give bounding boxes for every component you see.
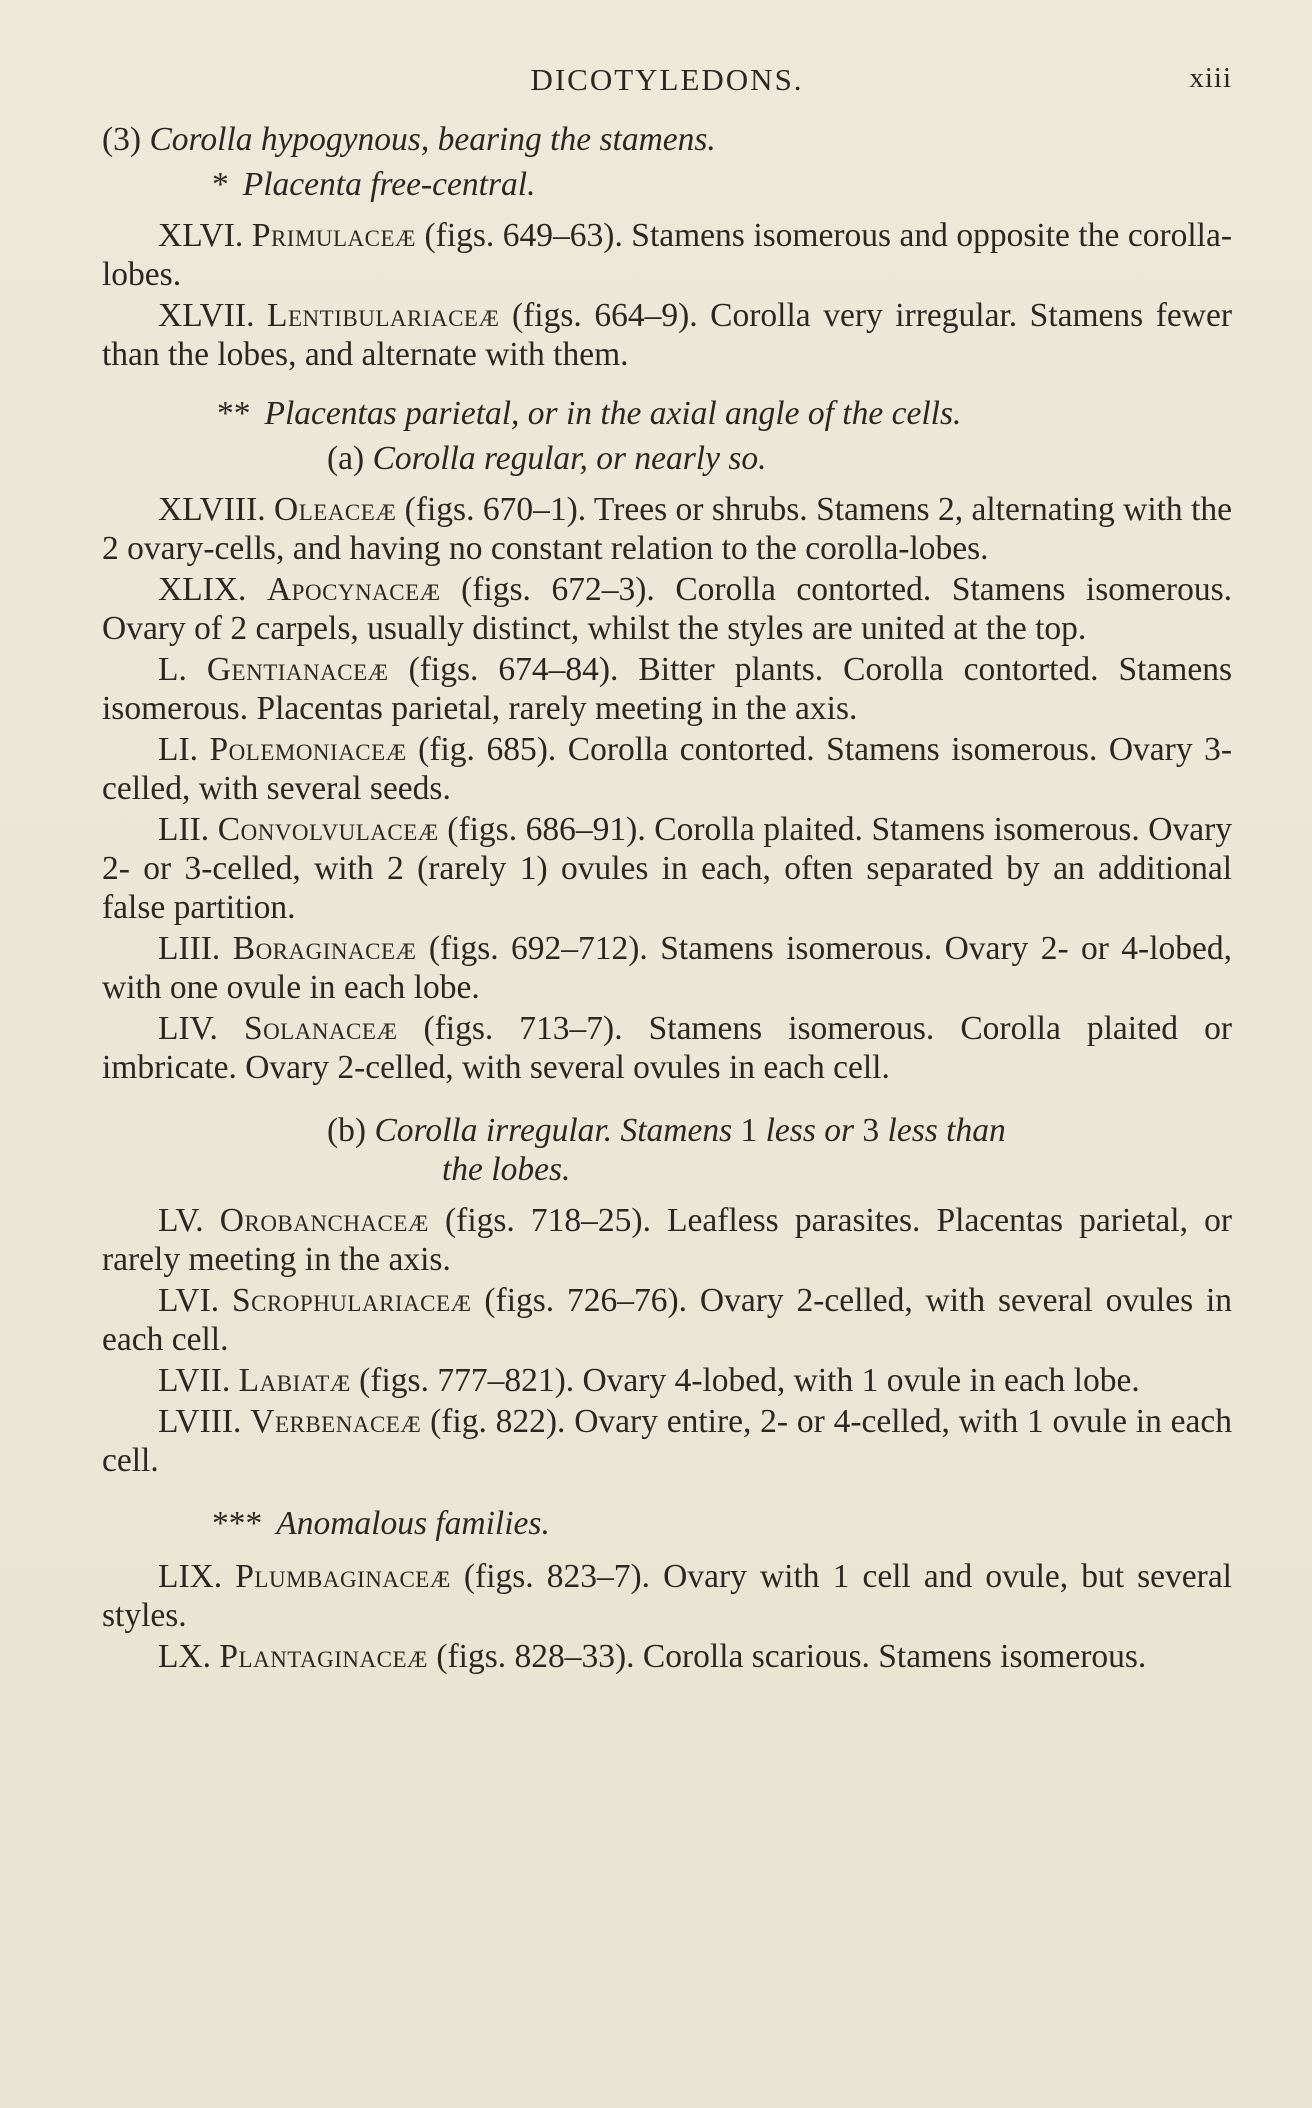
entries-anomalous bbox=[102, 1557, 1232, 1676]
entries-free-central bbox=[102, 216, 1232, 374]
family-entry: LIX. Plumbaginaceæ (figs. 823–7). Ovary with 1 cell and ovule, but several styles. bbox=[102, 1558, 1232, 1634]
subheading-anomalous: *** Anomalous families. bbox=[212, 1505, 550, 1542]
family-entry: LVIII. Verbenaceæ (fig. 822). Ovary entire, 2- or 4-celled, with 1 ovule in each cell. bbox=[102, 1403, 1233, 1479]
family-entry: XLVII. Lentibulariaceæ (figs. 664–9). Corolla very irregular. Stamens fewer than the lobes, and alternate with them. bbox=[102, 297, 1232, 373]
family-entry: LVI. Scrophulariaceæ (figs. 726–76). Ovary 2-celled, with several ovules in each cell. bbox=[102, 1282, 1233, 1358]
family-entry: XLVI. Primulaceæ (figs. 649–63). Stamens isomerous and opposite the corolla-lobes. bbox=[102, 217, 1232, 293]
family-entry: LX. Plantaginaceæ (figs. 828–33). Corolla scarious. Stamens isomerous. bbox=[158, 1638, 1147, 1675]
running-title: DICOTYLEDONS. bbox=[530, 62, 804, 97]
family-entry: LIII. Boraginaceæ (figs. 692–712). Stamens isomerous. Ovary 2- or 4-lobed, with one ovule in each lobe. bbox=[102, 930, 1233, 1006]
entries-irregular bbox=[102, 1201, 1232, 1480]
subheading-free-central: * Placenta free-central. bbox=[212, 166, 536, 203]
family-entry: XLIX. Apocynaceæ (figs. 672–3). Corolla contorted. Stamens isomerous. Ovary of 2 carpels, usually distinct, whilst the styles are united at the top. bbox=[102, 571, 1233, 647]
entries-regular bbox=[102, 490, 1232, 1087]
family-entry: L. Gentianaceæ (figs. 674–84). Bitter plants. Corolla contorted. Stamens isomerous. Placentas parietal, rarely meeting in the axis. bbox=[102, 651, 1233, 727]
family-entry: LI. Polemoniaceæ (fig. 685). Corolla contorted. Stamens isomerous. Ovary 3-celled, with several seeds. bbox=[102, 731, 1233, 807]
family-entry: LV. Orobanchaceæ (figs. 718–25). Leafless parasites. Placentas parietal, or rarely meeting in the axis. bbox=[102, 1202, 1233, 1278]
running-header bbox=[102, 58, 1232, 108]
subheading-regular: (a) Corolla regular, or nearly so. bbox=[327, 440, 767, 477]
subheading-irregular: (b) Corolla irregular. Stamens 1 less or 3 less than the lobes. bbox=[327, 1112, 1006, 1188]
section-heading: (3) Corolla hypogynous, bearing the stamens. bbox=[102, 121, 716, 158]
family-entry: LIV. Solanaceæ (figs. 713–7). Stamens isomerous. Corolla plaited or imbricate. Ovary 2-celled, with several ovules in each cell. bbox=[102, 1010, 1232, 1086]
family-entry: LII. Convolvulaceæ (figs. 686–91). Corolla plaited. Stamens isomerous. Ovary 2- or 3-celled, with 2 (rarely 1) ovules in each, often separated by an additional false partition. bbox=[102, 811, 1233, 926]
family-entry: XLVIII. Oleaceæ (figs. 670–1). Trees or shrubs. Stamens 2, alternating with the 2 ovary-cells, and having no constant relation to the corolla-lobes. bbox=[102, 491, 1233, 567]
page-body bbox=[102, 120, 1232, 1676]
subheading-parietal: ** Placentas parietal, or in the axial angle of the cells. bbox=[217, 395, 962, 432]
page-number: xiii bbox=[1189, 62, 1232, 94]
family-entry: LVII. Labiatæ (figs. 777–821). Ovary 4-lobed, with 1 ovule in each lobe. bbox=[158, 1362, 1140, 1399]
